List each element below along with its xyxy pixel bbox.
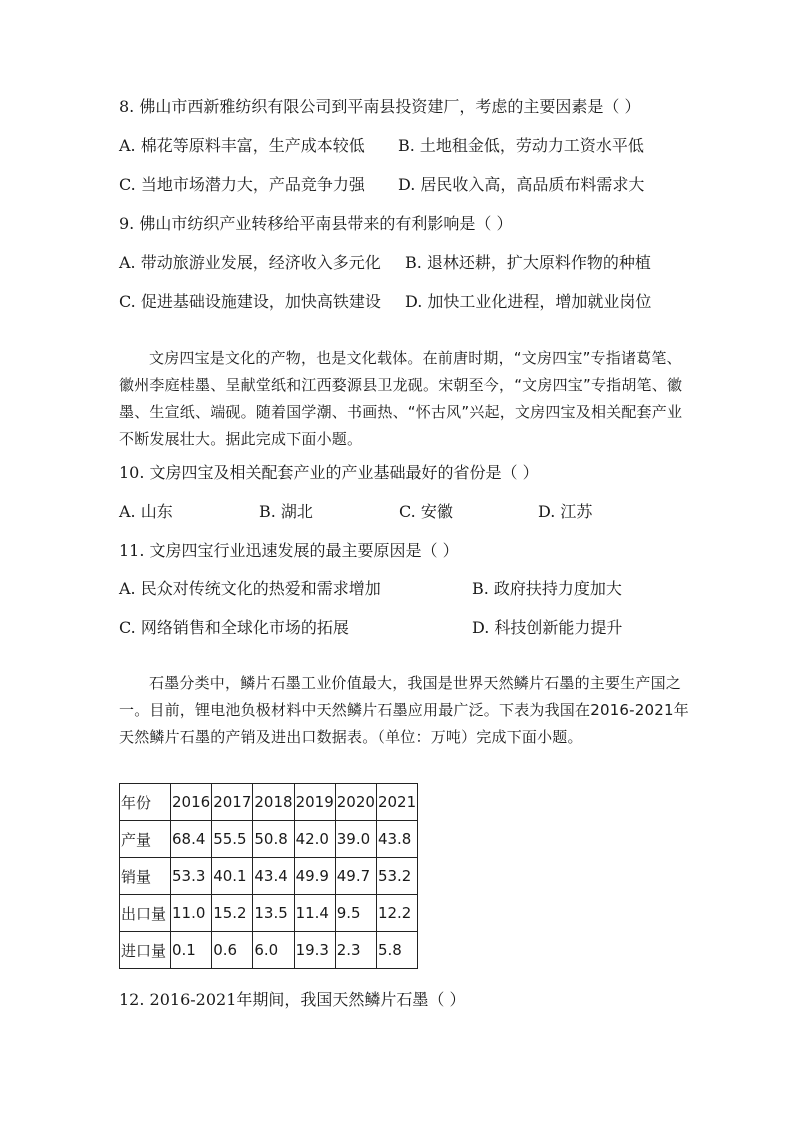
question-9-stem: 9. 佛山市纺织产业转移给平南县带来的有利影响是（ ） [119,214,513,233]
question-10-option-c: C. 安徽 [399,502,453,521]
question-10-option-d: D. 江苏 [538,502,593,521]
question-10-option-a: A. 山东 [119,502,173,521]
table-cell: 50.8 [253,821,294,858]
question-9-option-c: C. 促进基础设施建设，加快高铁建设 [119,292,381,311]
question-11-option-a: A. 民众对传统文化的热爱和需求增加 [119,579,381,598]
table-cell: 6.0 [253,932,294,969]
table-cell: 11.0 [171,895,212,932]
table-row [120,858,418,895]
table-row-label: 出口量 [120,895,171,932]
question-11-option-c: C. 网络销售和全球化市场的拓展 [119,618,349,637]
table-row-label: 进口量 [120,932,171,969]
table-cell: 9.5 [335,895,376,932]
question-8-option-c: C. 当地市场潜力大，产品竞争力强 [119,175,365,194]
question-9-option-a: A. 带动旅游业发展，经济收入多元化 [119,253,381,272]
table-row-label: 销量 [120,858,171,895]
table-cell: 5.8 [376,932,417,969]
question-10-option-b: B. 湖北 [259,502,313,521]
table-row [120,895,418,932]
table-cell: 0.1 [171,932,212,969]
table-cell: 49.9 [294,858,335,895]
table-cell: 15.2 [212,895,253,932]
question-8-stem: 8. 佛山市西新雅纺织有限公司到平南县投资建厂，考虑的主要因素是（ ） [119,97,641,116]
table-row-label: 年份 [120,784,171,821]
table-cell: 2018 [253,784,294,821]
question-8-option-a: A. 棉花等原料丰富，生产成本较低 [119,136,365,155]
table-cell: 0.6 [212,932,253,969]
table-cell: 2019 [294,784,335,821]
table-cell: 13.5 [253,895,294,932]
table-cell: 12.2 [376,895,417,932]
table-cell: 43.8 [376,821,417,858]
table-cell: 2017 [212,784,253,821]
table-row [120,821,418,858]
table-row-label: 产量 [120,821,171,858]
table-cell: 43.4 [253,858,294,895]
question-10-stem: 10. 文房四宝及相关配套产业的产业基础最好的省份是（ ） [119,463,539,482]
table-cell: 55.5 [212,821,253,858]
passage-graphite: 石墨分类中，鳞片石墨工业价值最大，我国是世界天然鳞片石墨的主要生产国之一。目前，锂电池负极材料中天然鳞片石墨应用最广泛。下表为我国在2016-2021年天然鳞片石墨的产销及进出口数据表。（单位：万吨）完成下面小题。 [119,674,689,746]
table-cell: 19.3 [294,932,335,969]
table-cell: 42.0 [294,821,335,858]
question-11-option-d: D. 科技创新能力提升 [472,618,623,637]
question-12-stem: 12. 2016-2021年期间，我国天然鳞片石墨（ ） [119,990,466,1009]
table-cell: 2021 [376,784,417,821]
table-cell: 53.2 [376,858,417,895]
question-8-option-b: B. 土地租金低，劳动力工资水平低 [398,136,644,155]
question-8-option-d: D. 居民收入高，高品质布料需求大 [398,175,645,194]
table-cell: 39.0 [335,821,376,858]
table-header-row [120,784,418,821]
passage-wenfang-sibao: 文房四宝是文化的产物，也是文化载体。在前唐时期，“文房四宝”专指诸葛笔、徽州李庭桂墨、呈献堂纸和江西婺源县卫龙砚。宋朝至今，“文房四宝”专指胡笔、徽墨、生宣纸、端砚。随着国学潮、书画热、“怀古风”兴起，文房四宝及相关配套产业不断发展壮大。据此完成下面小题。 [119,349,683,448]
graphite-data-table [119,783,418,969]
question-11-stem: 11. 文房四宝行业迅速发展的最主要原因是（ ） [119,541,459,560]
question-11-option-b: B. 政府扶持力度加大 [472,579,622,598]
table-cell: 68.4 [171,821,212,858]
table-row [120,932,418,969]
question-9-option-d: D. 加快工业化进程，增加就业岗位 [405,292,652,311]
table-cell: 2.3 [335,932,376,969]
table-cell: 49.7 [335,858,376,895]
table-cell: 2020 [335,784,376,821]
table-cell: 11.4 [294,895,335,932]
question-9-option-b: B. 退林还耕，扩大原料作物的种植 [405,253,651,272]
table-cell: 2016 [171,784,212,821]
table-cell: 53.3 [171,858,212,895]
table-cell: 40.1 [212,858,253,895]
